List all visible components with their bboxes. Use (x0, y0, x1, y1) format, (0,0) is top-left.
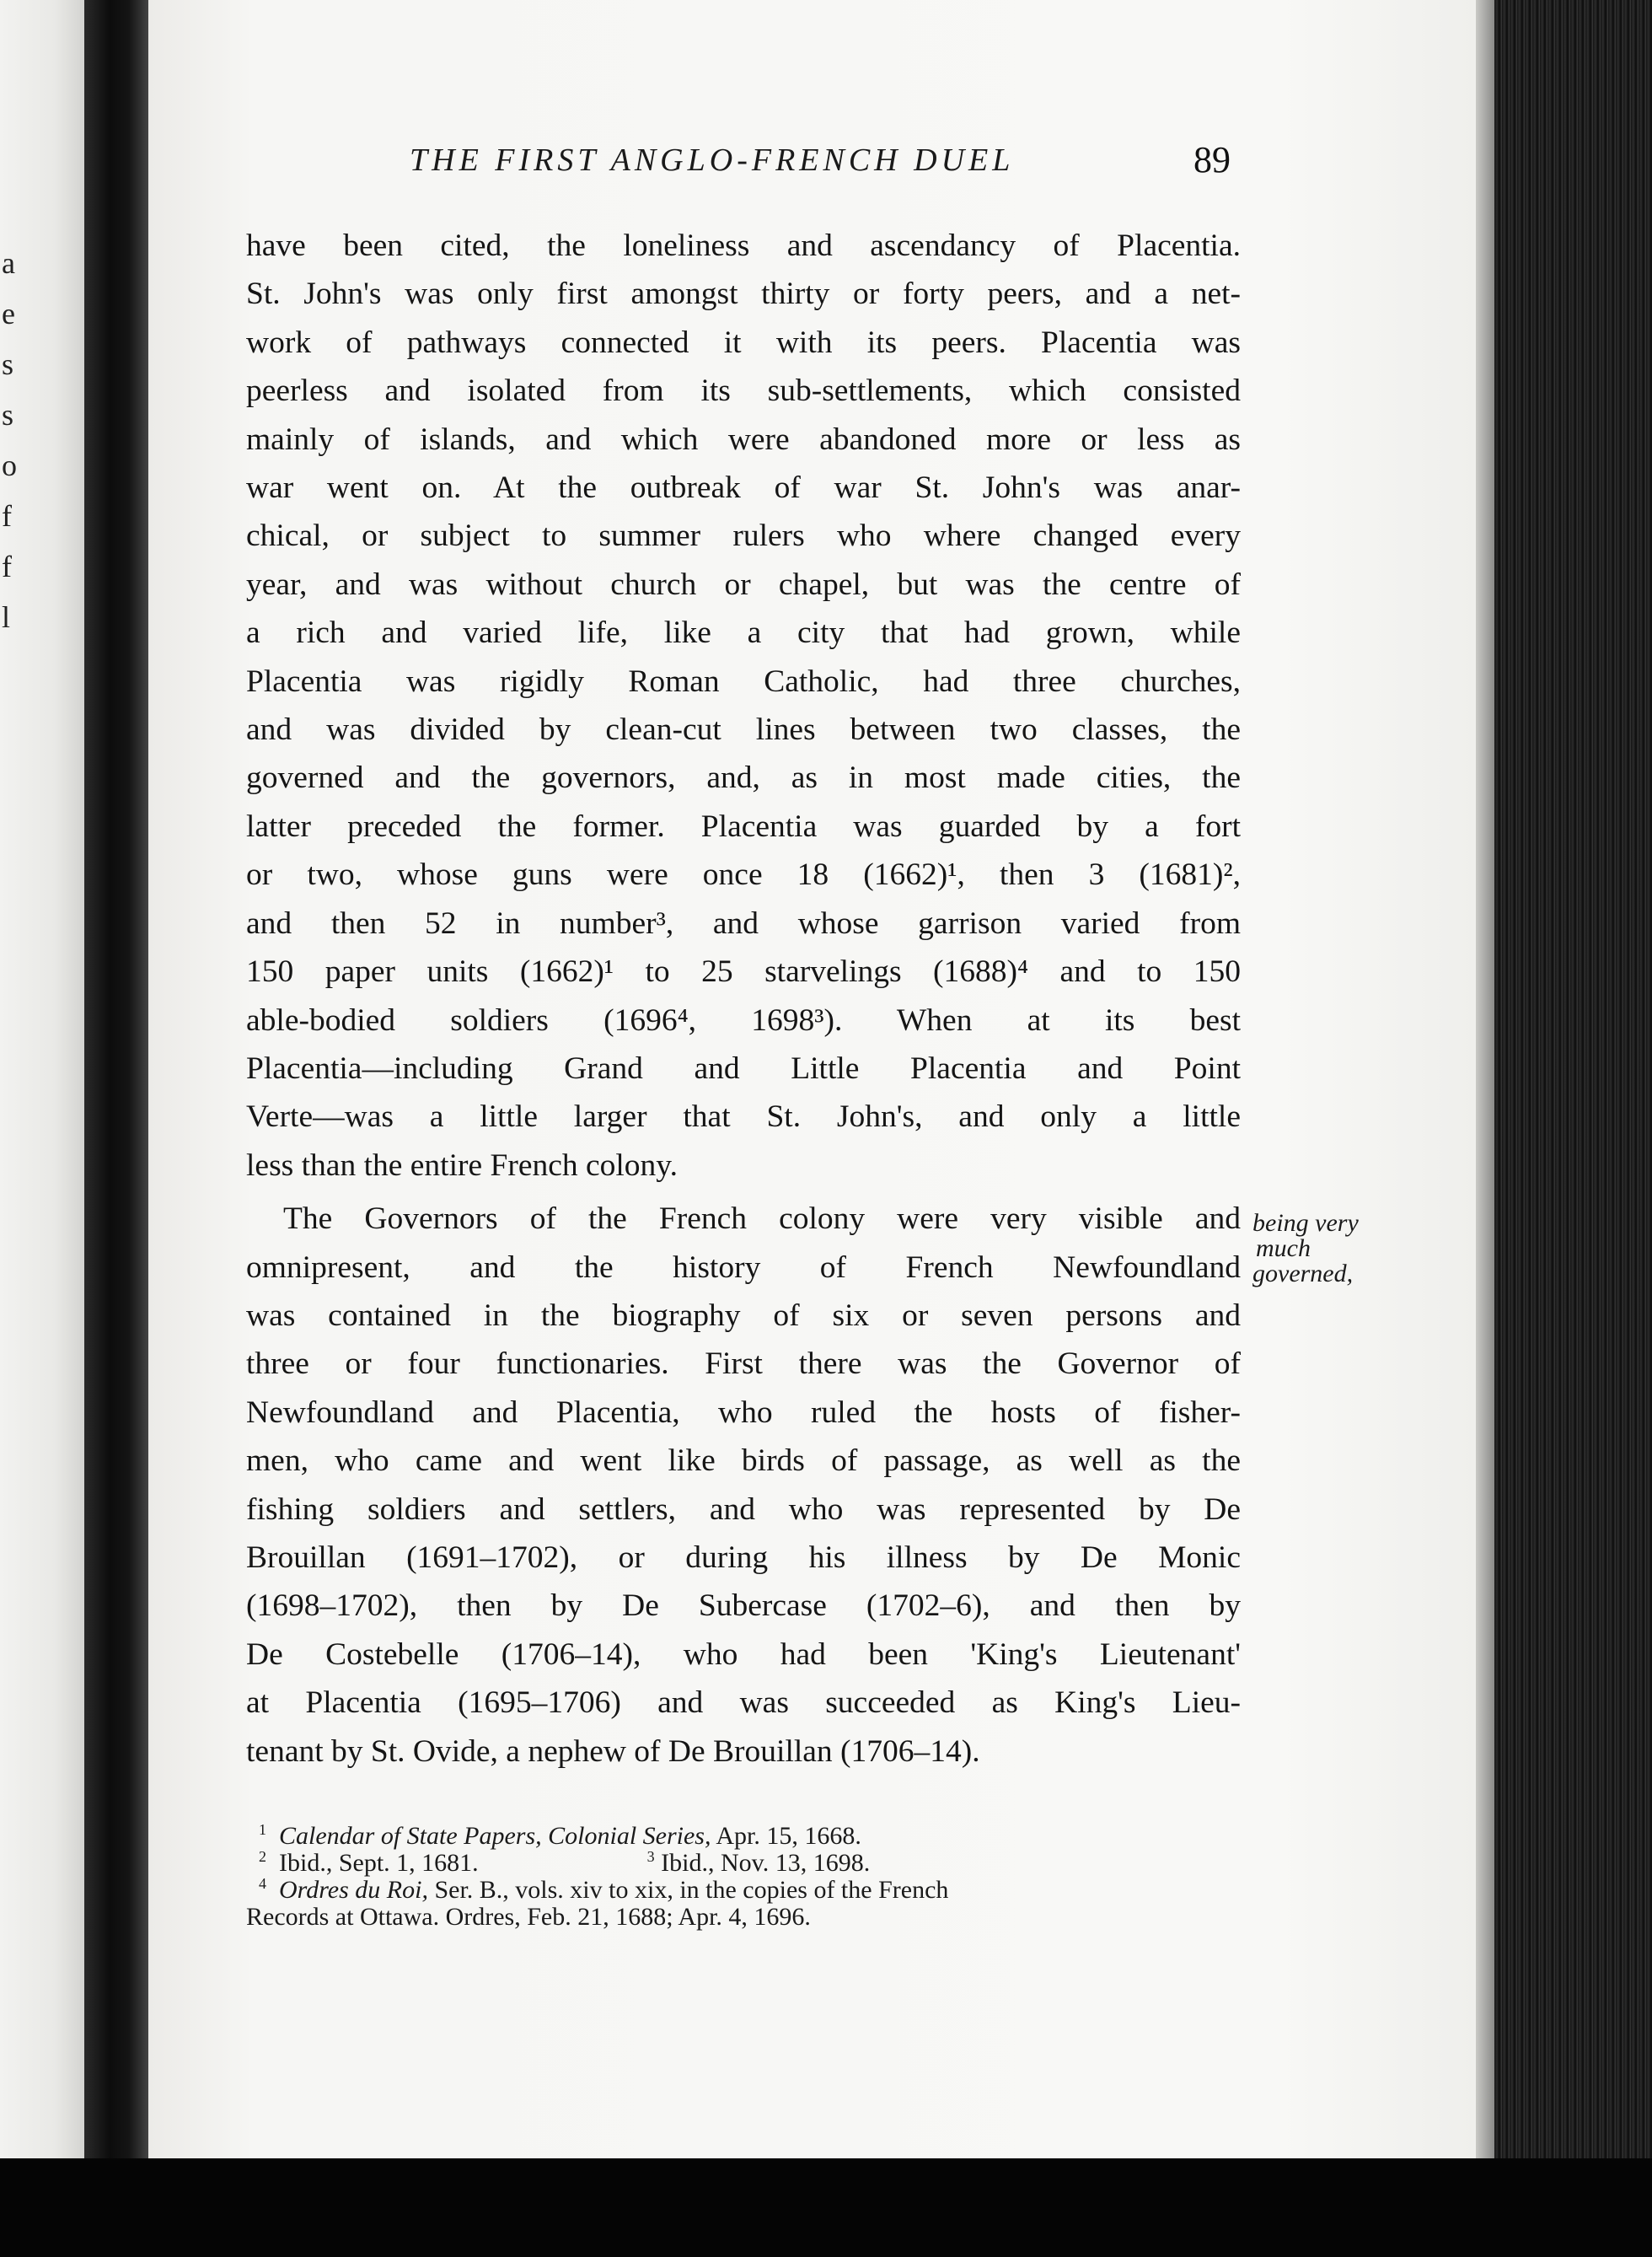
text-line: was contained in the biography of six or seven persons and (246, 1298, 1241, 1333)
paragraph-1 (246, 222, 1241, 1190)
text-line: a rich and varied life, like a city that had grown, while (246, 615, 1241, 651)
text-line: Newfoundland and Placentia, who ruled the hosts of fisher- (246, 1395, 1241, 1430)
text-line: (1698–1702), then by De Subercase (1702–6), and then by (246, 1588, 1241, 1624)
marginal-note (1252, 1211, 1413, 1287)
scan-bottom-margin (0, 2158, 1652, 2257)
footnote-text: Ibid., Sept. 1, 1681. (279, 1849, 479, 1877)
marginal-note-line: being very (1252, 1209, 1359, 1237)
text-line: tenant by St. Ovide, a nephew of De Brouillan (1706–14). (246, 1733, 980, 1769)
page-edge-shadow (1476, 0, 1494, 2158)
text-line: less than the entire French colony. (246, 1147, 678, 1183)
text-line: Placentia was rigidly Roman Catholic, had three churches, (246, 664, 1241, 699)
footnotes (246, 1823, 1241, 1931)
book-gutter (84, 0, 148, 2257)
footnote-title: Calendar of State Papers, Colonial Series, (279, 1822, 711, 1850)
text-line: Verte—was a little larger that St. John's, and only a little (246, 1099, 1241, 1135)
left-fragment: f (2, 499, 12, 533)
text-line: war went on. At the outbreak of war St. John's was anar- (246, 470, 1241, 506)
text-line: year, and was without church or chapel, but was the centre of (246, 567, 1241, 602)
text-line: mainly of islands, and which were abandoned more or less as (246, 422, 1241, 457)
text-line: men, who came and went like birds of passage, as well as the (246, 1443, 1241, 1479)
text-line: omnipresent, and the history of French Newfoundland (246, 1249, 1241, 1285)
left-fragment: e (2, 297, 15, 330)
text-line: Placentia—including Grand and Little Placentia and Point (246, 1051, 1241, 1086)
footnote-2-3 (246, 1850, 1241, 1877)
text-line: The Governors of the French colony were very visible and (283, 1201, 1241, 1237)
text-line: and was divided by clean-cut lines between two classes, the (246, 712, 1241, 748)
footnote-text: Ibid., Nov. 13, 1698. (661, 1849, 871, 1877)
text-line: De Costebelle (1706–14), who had been 'King's Lieutenant' (246, 1636, 1241, 1672)
left-fragment: a (2, 246, 15, 280)
text-line: 150 paper units (1662)¹ to 25 starvelings (1688)⁴ and to 150 (246, 954, 1241, 990)
text-line: latter preceded the former. Placentia was guarded by a fort (246, 809, 1241, 844)
left-fragment: l (2, 600, 11, 634)
text-line: at Placentia (1695–1706) and was succeeded as King's Lieu- (246, 1685, 1241, 1721)
left-page-fragments (2, 238, 27, 642)
footnote-text: Apr. 15, 1668. (711, 1822, 861, 1850)
left-fragment: f (2, 550, 12, 583)
text-line: have been cited, the loneliness and ascendancy of Placentia. (246, 228, 1241, 263)
page-number: 89 (1193, 139, 1231, 180)
body-text (246, 222, 1241, 1776)
left-fragment: s (2, 398, 14, 432)
marginal-note-line: much (1256, 1234, 1311, 1262)
footnote-marker: 3 (646, 1848, 655, 1865)
text-line: and then 52 in number³, and whose garrison varied from (246, 905, 1241, 941)
book-fore-edge (1494, 0, 1652, 2158)
text-line: able-bodied soldiers (1696⁴, 1698³). When at its best (246, 1002, 1241, 1038)
footnote-4-continued: Records at Ottawa. Ordres, Feb. 21, 1688; Apr. 4, 1696. (246, 1903, 811, 1931)
text-line: work of pathways connected it with its peers. Placentia was (246, 325, 1241, 360)
footnote-title: Ordres du Roi, (279, 1876, 428, 1904)
text-line: three or four functionaries. First there was the Governor of (246, 1346, 1241, 1382)
paragraph-2 (246, 1195, 1241, 1776)
left-fragment: s (2, 347, 14, 381)
text-line: Brouillan (1691–1702), or during his illness by De Monic (246, 1540, 1241, 1575)
footnote-text: Ser. B., vols. xiv to xix, in the copies of the French (427, 1876, 949, 1904)
left-fragment: o (2, 449, 17, 482)
text-line: or two, whose guns were once 18 (1662)¹, then 3 (1681)², (246, 857, 1241, 893)
footnote-4 (246, 1877, 1241, 1904)
text-line: chical, or subject to summer rulers who where changed every (246, 519, 1241, 554)
footnote-marker: 2 (259, 1848, 266, 1865)
text-line: St. John's was only first amongst thirty or forty peers, and a net- (246, 277, 1241, 312)
footnote-marker: 4 (259, 1875, 266, 1892)
marginal-note-line: governed, (1252, 1260, 1354, 1287)
footnote-marker: 1 (259, 1821, 266, 1838)
footnote-1 (246, 1823, 1241, 1850)
text-line: governed and the governors, and, as in most made cities, the (246, 760, 1241, 796)
text-line: peerless and isolated from its sub-settlements, which consisted (246, 373, 1241, 409)
text-line: fishing soldiers and settlers, and who was represented by De (246, 1491, 1241, 1527)
running-head: THE FIRST ANGLO-FRENCH DUEL (410, 142, 1015, 178)
